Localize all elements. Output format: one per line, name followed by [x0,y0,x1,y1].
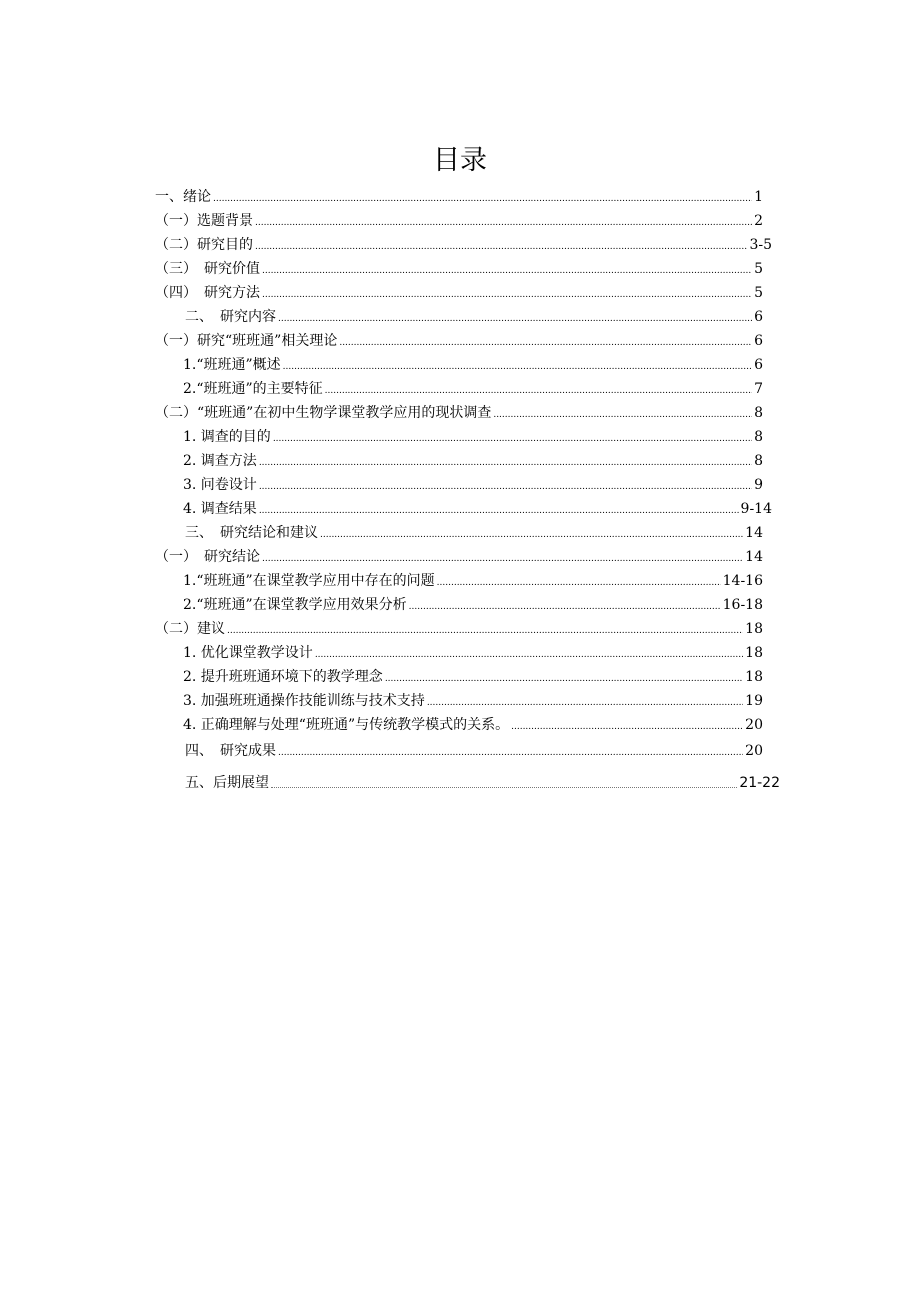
toc-entry-label: 2.“班班通”的主要特征 [183,381,323,397]
toc-leader-dots [283,357,752,377]
toc-entry[interactable] [155,547,763,567]
toc-entry-page: 16-18 [722,597,763,613]
toc-entry-label: 1.“班班通”概述 [183,357,281,373]
toc-entry-label: （一）选题背景 [155,213,253,229]
toc-entry-label: 1. 调查的目的 [183,429,271,445]
toc-entry-label: （一）研究“班班通”相关理论 [155,333,338,349]
toc-entry-label: 1.“班班通”在课堂教学应用中存在的问题 [183,573,435,589]
toc-entry-page: 6 [754,309,763,325]
toc-entry-page: 21-22 [739,775,780,791]
toc-leader-dots [437,573,721,593]
toc-entry[interactable] [155,259,763,279]
toc-leader-dots [273,429,752,449]
toc-entry[interactable] [155,619,763,639]
toc-entry-label: 2.“班班通”在课堂教学应用效果分析 [183,597,407,613]
toc-entry[interactable] [185,523,763,543]
toc-leader-dots [262,549,743,569]
toc-entry[interactable] [155,211,763,231]
toc-leader-dots [315,645,743,665]
toc-entry-page: 14-16 [722,573,763,589]
toc-leader-dots [213,189,752,209]
toc-entry-page: 9 [754,477,763,493]
toc-leader-dots [255,237,747,257]
toc-entry-page: 6 [754,333,763,349]
toc-leader-dots [259,477,752,497]
toc-entry[interactable] [183,691,763,711]
toc-title: 目录 [433,145,487,176]
toc-entry-page: 8 [754,429,763,445]
toc-entry-label: （四） 研究方法 [155,285,260,301]
toc-entry-label: 2. 提升班班通环境下的教学理念 [183,669,383,685]
toc-entry[interactable] [183,643,763,663]
toc-entry-page: 19 [745,693,763,709]
toc-entry-page: 3-5 [749,237,772,253]
toc-leader-dots [259,453,752,473]
toc-entry-label: 二、 研究内容 [185,309,276,325]
toc-entry-page: 1 [754,189,763,205]
toc-entry-page: 20 [745,717,763,733]
toc-entry-label: （二）“班班通”在初中生物学课堂教学应用的现状调查 [155,405,492,421]
toc-entry[interactable] [185,741,763,761]
toc-entry-page: 8 [754,453,763,469]
toc-entry-page: 7 [754,381,763,397]
toc-entry-label: （一） 研究结论 [155,549,260,565]
toc-entry[interactable] [155,187,763,207]
toc-entry-label: 3. 问卷设计 [183,477,257,493]
toc-entry[interactable] [183,379,763,399]
toc-entry-label: （二）建议 [155,621,225,637]
toc-entry-page: 9-14 [740,501,772,517]
toc-entry[interactable] [183,667,763,687]
toc-entry-page: 5 [754,261,763,277]
toc-leader-dots [339,333,752,353]
toc-leader-dots [511,717,743,737]
toc-leader-dots [427,693,743,713]
toc-leader-dots [271,773,737,788]
toc-leader-dots [262,285,752,305]
toc-leader-dots [255,213,752,233]
toc-leader-dots [325,381,752,401]
toc-entry[interactable] [183,571,763,591]
toc-entry[interactable] [183,715,763,735]
toc-leader-dots [278,743,743,763]
toc-entry-label: 3. 加强班班通操作技能训练与技术支持 [183,693,425,709]
toc-entry[interactable] [183,475,763,495]
toc-entry-page: 2 [754,213,763,229]
toc-entry[interactable] [183,595,763,615]
toc-entry-label: 一、绪论 [155,189,211,205]
toc-leader-dots [227,621,743,641]
toc-entry[interactable] [185,773,780,793]
toc-entry-page: 5 [754,285,763,301]
toc-entry[interactable] [185,307,763,327]
toc-leader-dots [320,525,743,545]
toc-entry[interactable] [155,283,763,303]
toc-entry-page: 18 [745,669,763,685]
toc-entry[interactable] [183,499,772,519]
toc-entry-page: 14 [745,549,763,565]
toc-leader-dots [262,261,752,281]
toc-entry[interactable] [155,331,763,351]
toc-leader-dots [259,501,739,521]
toc-entry[interactable] [183,355,763,375]
toc-entry-label: 三、 研究结论和建议 [185,525,318,541]
toc-entry[interactable] [183,451,763,471]
toc-entry-page: 18 [745,621,763,637]
toc-entry[interactable] [155,235,772,255]
toc-leader-dots [409,597,721,617]
toc-entry-page: 6 [754,357,763,373]
toc-entry-label: 1. 优化课堂教学设计 [183,645,313,661]
toc-entry-label: 2. 调查方法 [183,453,257,469]
toc-leader-dots [493,405,752,425]
toc-entry-page: 20 [745,743,763,759]
toc-entry[interactable] [155,403,763,423]
toc-entry-label: 五、后期展望 [185,775,269,791]
toc-entry-page: 14 [745,525,763,541]
toc-entry-label: 四、 研究成果 [185,743,276,759]
toc-entry-label: （三） 研究价值 [155,261,260,277]
toc-leader-dots [278,309,752,329]
toc-entry[interactable] [183,427,763,447]
toc-entry-label: （二）研究目的 [155,237,253,253]
toc-entry-label: 4. 正确理解与处理“班班通”与传统教学模式的关系。 [183,717,510,733]
toc-entry-label: 4. 调查结果 [183,501,257,517]
toc-leader-dots [385,669,743,689]
toc-entry-page: 18 [745,645,763,661]
toc-entry-page: 8 [754,405,763,421]
